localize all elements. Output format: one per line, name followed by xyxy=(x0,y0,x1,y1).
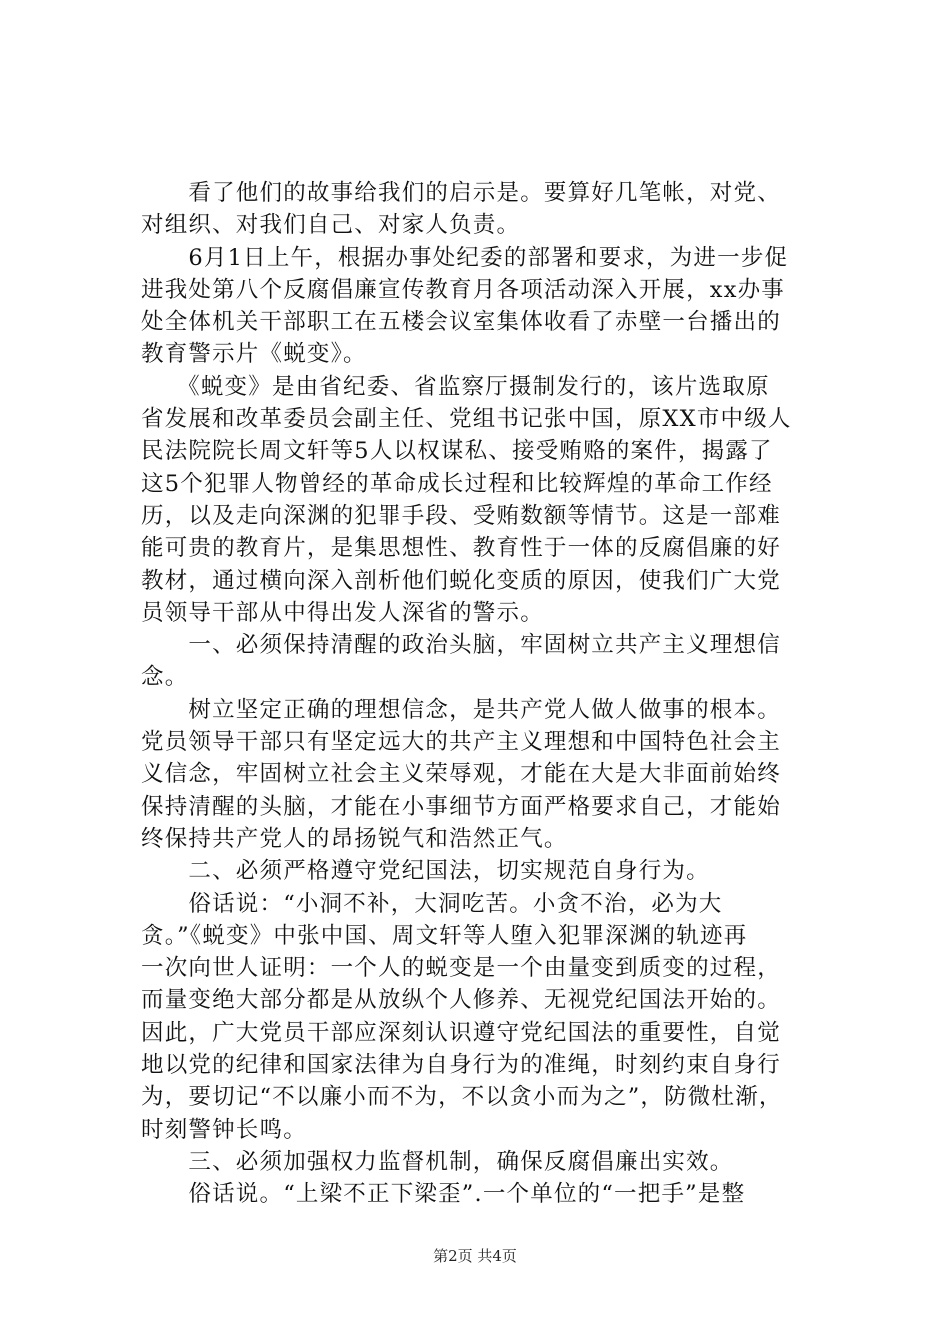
text-line: 一次向世人证明：一个人的蜕变是一个由量变到质变的过程， xyxy=(141,955,781,982)
text-line: 进我处第八个反腐倡廉宣传教育月各项活动深入开展，xx办事 xyxy=(141,276,785,303)
text-line: 贪。”《蜕变》中张中国、周文轩等人堕入犯罪深渊的轨迹再 xyxy=(141,922,748,949)
text-line: 处全体机关干部职工在五楼会议室集体收看了赤壁一台播出的 xyxy=(141,309,781,336)
text-line: 终保持共产党人的昂扬锐气和浩然正气。 xyxy=(141,825,568,852)
text-line: 义信念，牢固树立社会主义荣辱观，才能在大是大非面前始终 xyxy=(141,761,781,788)
text-line: 6月1日上午，根据办事处纪委的部署和要求，为进一步促 xyxy=(141,244,789,271)
section-heading-line: 念。 xyxy=(141,664,189,691)
text-line: 党员领导干部只有坚定远大的共产主义理想和中国特色社会主 xyxy=(141,729,781,756)
text-line: 因此，广大党员干部应深刻认识遵守党纪国法的重要性，自觉 xyxy=(141,1019,781,1046)
text-line: 员领导干部从中得出发人深省的警示。 xyxy=(141,599,544,626)
text-line: 俗话说。“上梁不正下梁歪”.一个单位的“一把手”是整 xyxy=(141,1181,746,1208)
text-line: 保持清醒的头脑，才能在小事细节方面严格要求自己，才能始 xyxy=(141,793,781,820)
text-line: 教育警示片《蜕变》。 xyxy=(141,341,367,368)
document-body xyxy=(141,177,831,1211)
text-line: 为，要切记“不以廉小而不为，不以贪小而为之”，防微杜渐， xyxy=(141,1084,783,1111)
section-heading-line: 二、必须严格遵守党纪国法，切实规范自身行为。 xyxy=(141,858,710,885)
page-number-footer: 第2页 共4页 xyxy=(433,1247,517,1265)
text-line: 历，以及走向深渊的犯罪手段、受贿数额等情节。这是一部难 xyxy=(141,502,781,529)
text-line: 树立坚定正确的理想信念，是共产党人做人做事的根本。 xyxy=(141,696,781,723)
text-line: 而量变绝大部分都是从放纵个人修养、无视党纪国法开始的。 xyxy=(141,987,781,1014)
section-heading-line: 一、必须保持清醒的政治头脑，牢固树立共产主义理想信 xyxy=(141,632,781,659)
text-line: 《蜕变》是由省纪委、省监察厅摄制发行的，该片选取原 xyxy=(141,373,770,400)
text-line: 时刻警钟长鸣。 xyxy=(141,1116,307,1143)
text-line: 俗话说：“小洞不补，大洞吃苦。小贪不治，必为大 xyxy=(141,890,723,917)
text-line: 地以党的纪律和国家法律为自身行为的准绳，时刻约束自身行 xyxy=(141,1052,781,1079)
text-line: 对组织、对我们自己、对家人负责。 xyxy=(141,212,521,239)
text-line: 能可贵的教育片，是集思想性、教育性于一体的反腐倡廉的好 xyxy=(141,535,781,562)
text-line: 省发展和改革委员会副主任、党组书记张中国，原XX市中级人 xyxy=(141,406,792,433)
text-line: 看了他们的故事给我们的启示是。要算好几笔帐，对党、 xyxy=(141,180,781,206)
text-line: 这5个犯罪人物曾经的革命成长过程和比较辉煌的革命工作经 xyxy=(141,470,773,497)
text-line: 教材，通过横向深入剖析他们蜕化变质的原因，使我们广大党 xyxy=(141,567,781,594)
section-heading-line: 三、必须加强权力监督机制，确保反腐倡廉出实效。 xyxy=(141,1148,734,1175)
text-line: 民法院院长周文轩等5人以权谋私、接受贿赂的案件，揭露了 xyxy=(141,438,773,465)
